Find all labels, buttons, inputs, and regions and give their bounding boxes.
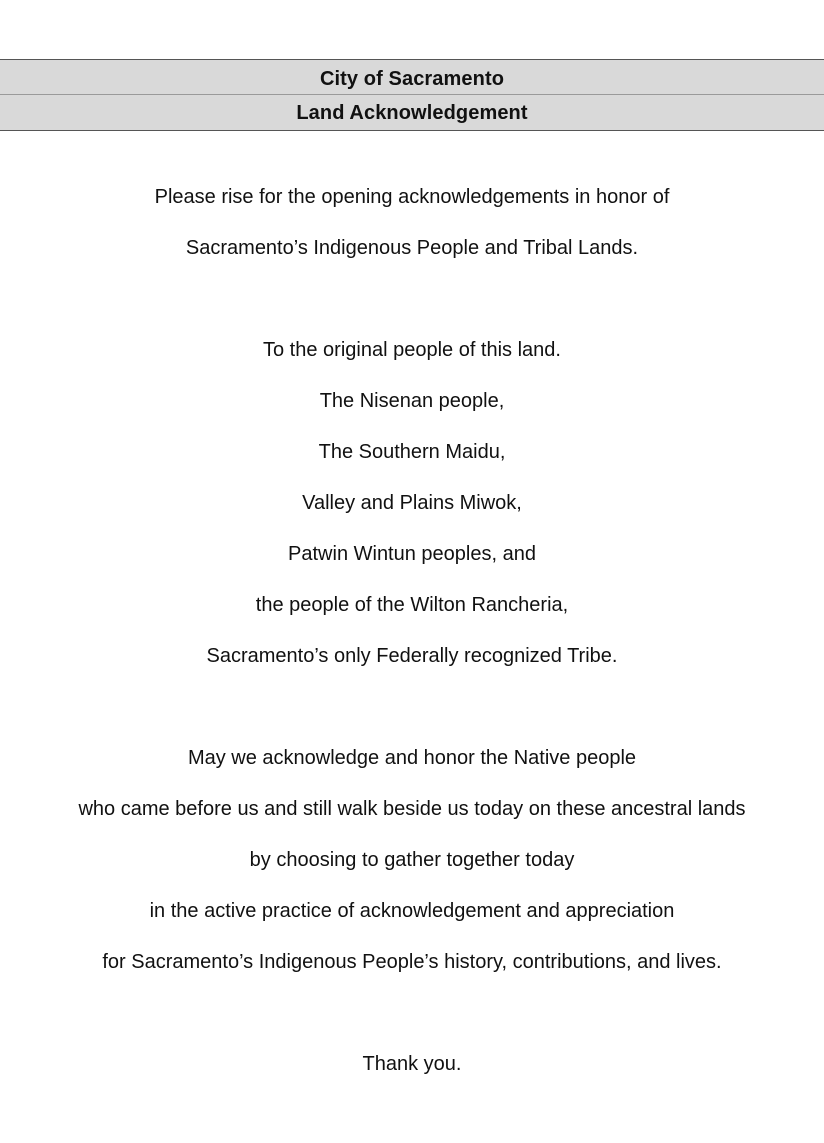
honor-line: who came before us and still walk beside us today on these ancestral lands [78, 798, 746, 820]
closing-line: Thank you. [362, 1053, 462, 1075]
intro-line: Please rise for the opening acknowledgements in honor of [154, 186, 670, 208]
title-banner [0, 59, 824, 131]
title-divider [0, 94, 824, 95]
peoples-line: To the original people of this land. [263, 339, 561, 361]
peoples-line: Sacramento’s only Federally recognized Tribe. [206, 645, 618, 667]
peoples-line: the people of the Wilton Rancheria, [255, 594, 569, 616]
honor-line: May we acknowledge and honor the Native people [187, 747, 637, 769]
title-line-city: City of Sacramento [319, 68, 505, 90]
peoples-line: Patwin Wintun peoples, and [288, 543, 536, 565]
peoples-line: The Nisenan people, [319, 390, 505, 412]
honor-line: by choosing to gather together today [249, 849, 575, 871]
peoples-line: The Southern Maidu, [318, 441, 506, 463]
honor-line: for Sacramento’s Indigenous People’s history, contributions, and lives. [102, 951, 722, 973]
peoples-line: Valley and Plains Miwok, [302, 492, 522, 514]
honor-line: in the active practice of acknowledgement and appreciation [149, 900, 675, 922]
title-line-document: Land Acknowledgement [296, 102, 528, 124]
intro-line: Sacramento’s Indigenous People and Tribal Lands. [185, 237, 639, 259]
